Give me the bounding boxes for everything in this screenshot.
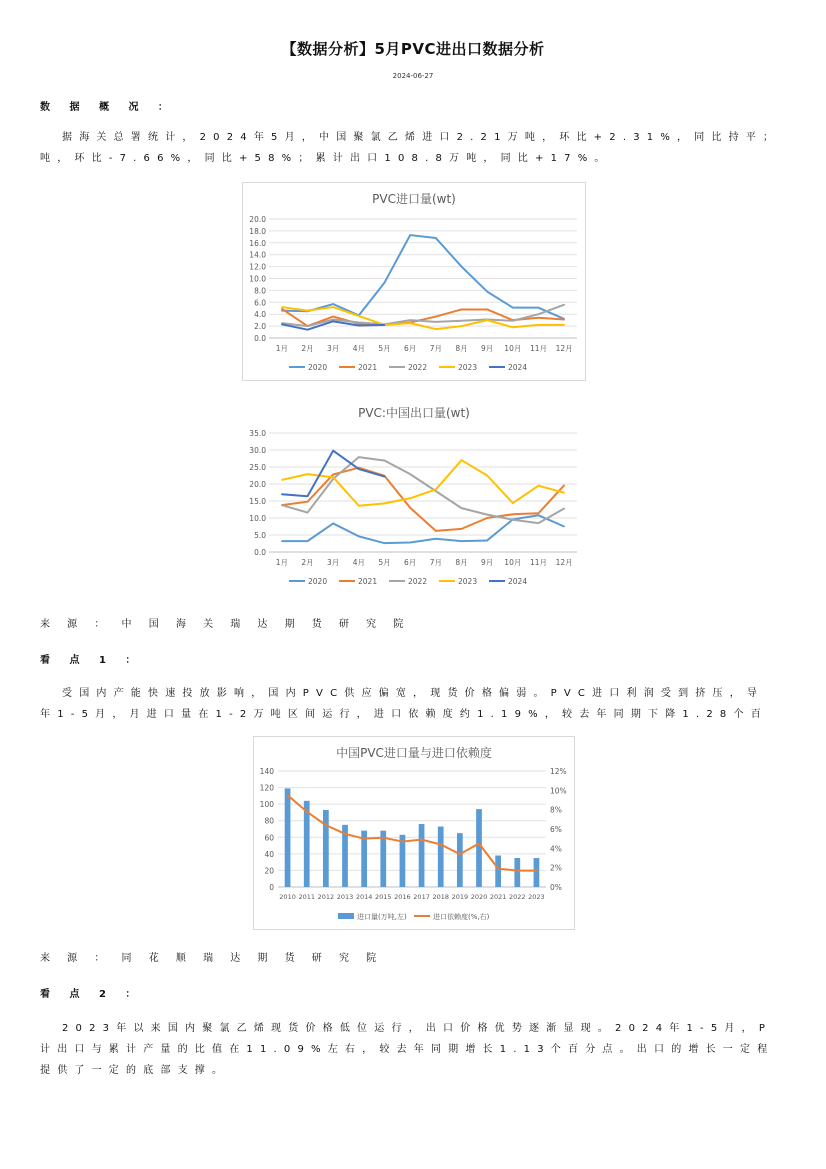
x-tick-label: 2018 <box>432 893 449 901</box>
data-point-2021 <box>563 319 565 321</box>
y-tick-label: 20.0 <box>249 480 266 489</box>
data-point-2023 <box>281 479 283 481</box>
data-point-2023 <box>307 310 309 312</box>
y-tick-label: 140 <box>259 767 274 776</box>
data-point-dependency <box>363 838 365 840</box>
data-point-2023 <box>512 502 514 504</box>
data-point-dependency <box>440 844 442 846</box>
data-point-2020 <box>512 307 514 309</box>
y-tick-label: 25.0 <box>249 463 266 472</box>
export-volume-chart <box>242 398 586 596</box>
chart-title: PVC:中国出口量(wt) <box>358 406 470 420</box>
x-tick-label: 11月 <box>529 558 548 567</box>
x-tick-label: 3月 <box>327 558 340 567</box>
x-tick-label: 2019 <box>451 893 469 901</box>
y-tick-label: 80 <box>264 816 274 826</box>
point2-heading: 看 点 2 ： <box>40 989 144 1000</box>
point2-paragraph <box>40 1018 800 1081</box>
x-tick-label: 5月 <box>378 558 391 567</box>
data-point-2021 <box>281 308 283 310</box>
x-tick-label: 6月 <box>404 344 417 353</box>
export-volume-chart-svg <box>243 399 585 595</box>
data-point-2021 <box>486 309 488 311</box>
x-tick-label: 7月 <box>429 558 442 567</box>
legend-label: 2024 <box>508 363 528 372</box>
data-point-2020 <box>409 234 411 236</box>
x-tick-label: 12月 <box>555 558 573 567</box>
legend-label: 2020 <box>308 363 328 372</box>
x-tick-label: 2021 <box>489 893 507 901</box>
data-point-2021 <box>435 316 437 318</box>
legend-swatch-bar <box>338 913 354 919</box>
data-point-2024 <box>307 495 309 497</box>
data-point-2023 <box>332 306 334 308</box>
point1-line-2: 年1-5月，月进口量在1-2万吨区间运行，进口依赖度约1.19%，较去年同期下降1.28个百 <box>40 709 768 720</box>
data-point-2023 <box>461 325 463 327</box>
data-point-2022 <box>538 522 540 524</box>
x-tick-label: 7月 <box>429 344 442 353</box>
y-tick-label: 120 <box>259 783 274 793</box>
data-point-2023 <box>486 319 488 321</box>
x-tick-label: 1月 <box>275 558 288 567</box>
data-point-2021 <box>435 530 437 532</box>
data-point-2020 <box>435 237 437 239</box>
y-tick-label: 100 <box>259 800 274 810</box>
series-line-2020 <box>282 235 564 319</box>
point1-paragraph <box>40 683 800 725</box>
data-point-2024 <box>358 468 360 470</box>
data-point-2020 <box>332 523 334 525</box>
data-point-2023 <box>512 326 514 328</box>
data-point-dependency <box>382 837 384 839</box>
data-point-dependency <box>306 811 308 813</box>
x-tick-label: 1月 <box>275 344 288 353</box>
data-point-2024 <box>332 450 334 452</box>
data-point-2021 <box>563 485 565 487</box>
data-point-2020 <box>486 540 488 542</box>
y-tick-label: 15.0 <box>249 497 266 506</box>
legend-label: 2022 <box>408 577 428 586</box>
data-point-2020 <box>461 540 463 542</box>
data-point-2023 <box>409 322 411 324</box>
data-point-2022 <box>358 322 360 324</box>
x-tick-label: 2015 <box>375 893 392 901</box>
data-point-2022 <box>486 514 488 516</box>
y2-tick-label: 10% <box>550 786 567 796</box>
x-tick-label: 2012 <box>317 893 335 901</box>
data-point-2024 <box>281 324 283 326</box>
y-tick-label: 8.0 <box>254 286 266 296</box>
x-tick-label: 10月 <box>504 558 522 567</box>
data-point-2022 <box>512 519 514 521</box>
data-point-dependency <box>497 868 499 870</box>
bar-import-volume <box>438 827 444 887</box>
data-point-2024 <box>307 329 309 331</box>
x-tick-label: 9月 <box>481 558 494 567</box>
y-tick-label: 0.0 <box>254 548 266 557</box>
data-point-2022 <box>563 304 565 306</box>
data-point-2022 <box>461 320 463 322</box>
data-point-2022 <box>435 321 437 323</box>
data-point-2022 <box>512 320 514 322</box>
point2-line-1: 2023年以来国内聚氯乙烯现货价格低位运行，出口价格优势逐渐显现。2024年1-5月，P <box>62 1023 773 1034</box>
y-tick-label: 40 <box>264 849 274 859</box>
data-point-2020 <box>486 291 488 293</box>
data-point-2023 <box>435 328 437 330</box>
x-tick-label: 2020 <box>470 893 488 901</box>
bar-import-volume <box>534 858 540 887</box>
data-point-2020 <box>281 540 283 542</box>
data-point-2022 <box>307 512 309 514</box>
x-tick-label: 3月 <box>327 344 340 353</box>
data-point-2021 <box>512 513 514 515</box>
y-tick-label: 2.0 <box>254 322 266 332</box>
data-point-2023 <box>563 324 565 326</box>
y2-tick-label: 4% <box>550 844 562 854</box>
data-point-2021 <box>409 507 411 509</box>
data-point-2020 <box>409 542 411 544</box>
data-point-dependency <box>325 824 327 826</box>
chart-title: 中国PVC进口量与进口依赖度 <box>336 746 492 760</box>
y-tick-label: 20.0 <box>249 215 266 224</box>
x-tick-label: 2月 <box>301 344 314 353</box>
data-point-2021 <box>307 501 309 503</box>
data-point-2024 <box>332 321 334 323</box>
data-point-2024 <box>384 476 386 478</box>
x-tick-label: 2022 <box>509 893 526 901</box>
overview-line-2: 吨，环比-7.66%，同比+58%；累计出口108.8万吨，同比+17%。 <box>40 153 612 164</box>
x-tick-label: 2010 <box>279 893 296 901</box>
overview-line-1: 据海关总署统计，2024年5月，中国聚氯乙烯进口2.21万吨，环比+2.31%，同比持平； <box>62 132 781 143</box>
legend-label: 2020 <box>308 577 328 586</box>
data-point-2021 <box>538 317 540 319</box>
data-point-2020 <box>435 538 437 540</box>
y-tick-label: 30.0 <box>249 446 266 455</box>
point1-heading: 看 点 1 ： <box>40 655 144 666</box>
x-tick-label: 2013 <box>336 893 354 901</box>
legend-label: 2024 <box>508 577 528 586</box>
point2-line-3: 提供了一定的底部支撑。 <box>40 1065 230 1076</box>
y-tick-label: 35.0 <box>249 429 266 438</box>
y-tick-label: 12.0 <box>249 262 266 272</box>
data-point-dependency <box>478 843 480 845</box>
data-point-2021 <box>461 528 463 530</box>
data-point-2022 <box>281 504 283 506</box>
data-point-2021 <box>332 316 334 318</box>
publish-date: 2024-06-27 <box>392 72 434 80</box>
x-tick-label: 11月 <box>529 344 548 353</box>
x-tick-label: 4月 <box>352 344 365 353</box>
data-point-2021 <box>461 309 463 311</box>
import-dependency-chart <box>253 736 575 930</box>
data-point-2023 <box>384 503 386 505</box>
legend-label: 2023 <box>458 363 478 372</box>
bar-import-volume <box>323 810 329 887</box>
y-tick-label: 10.0 <box>249 274 266 284</box>
bar-import-volume <box>457 833 463 887</box>
bar-import-volume <box>285 788 291 887</box>
y2-tick-label: 8% <box>550 805 562 815</box>
data-point-dependency <box>421 839 423 841</box>
bar-import-volume <box>419 824 425 887</box>
data-point-2020 <box>461 266 463 268</box>
data-point-dependency <box>287 794 289 796</box>
legend-label: 2023 <box>458 577 478 586</box>
data-point-2023 <box>307 473 309 475</box>
data-point-dependency <box>344 833 346 835</box>
data-point-2020 <box>384 282 386 284</box>
data-point-2024 <box>384 324 386 326</box>
y-tick-label: 16.0 <box>249 238 266 248</box>
data-point-2020 <box>384 542 386 544</box>
bar-import-volume <box>476 809 482 887</box>
data-point-2020 <box>332 303 334 305</box>
y-tick-label: 14.0 <box>249 250 266 260</box>
y2-tick-label: 2% <box>550 863 562 873</box>
data-point-2021 <box>538 512 540 514</box>
data-point-2023 <box>563 492 565 494</box>
y2-tick-label: 6% <box>550 825 562 834</box>
point2-line-2: 计出口与累计产量的比值在11.09%左右，较去年同期增长1.13个百分点。出口的增长一定程 <box>40 1044 775 1055</box>
x-tick-label: 2011 <box>298 893 315 901</box>
data-point-2024 <box>358 325 360 327</box>
document-title: 【数据分析】5月PVC进出口数据分析 <box>281 40 545 58</box>
y-tick-label: 0 <box>269 883 274 892</box>
y-tick-label: 20 <box>264 866 274 876</box>
data-point-2023 <box>358 505 360 507</box>
data-point-2024 <box>281 493 283 495</box>
x-tick-label: 2023 <box>528 893 545 901</box>
bar-import-volume <box>400 835 406 887</box>
x-tick-label: 2017 <box>413 893 430 901</box>
legend-label: 2021 <box>358 363 378 372</box>
x-tick-label: 4月 <box>352 558 365 567</box>
data-point-2020 <box>538 307 540 309</box>
data-point-2021 <box>486 517 488 519</box>
data-point-2023 <box>538 324 540 326</box>
legend-label: 进口依赖度(%,右) <box>433 913 490 921</box>
y-tick-label: 5.0 <box>254 531 266 540</box>
overview-paragraph <box>40 127 800 169</box>
data-point-2023 <box>538 485 540 487</box>
x-tick-label: 2016 <box>394 893 411 901</box>
source-note-1: 来 源 ： 中 国 海 关 瑞 达 期 货 研 究 院 <box>40 619 411 630</box>
bar-import-volume <box>495 856 501 887</box>
import-volume-chart <box>242 182 586 381</box>
import-volume-chart-svg <box>243 183 585 380</box>
data-point-2022 <box>461 507 463 509</box>
y-tick-label: 10.0 <box>249 514 266 523</box>
point1-line-1: 受国内产能快速投放影响，国内PVC供应偏宽，现货价格偏弱。PVC进口利润受到挤压，导 <box>62 688 765 699</box>
x-tick-label: 2月 <box>301 558 314 567</box>
data-point-dependency <box>459 853 461 855</box>
y-tick-label: 60 <box>264 833 274 843</box>
y-tick-label: 18.0 <box>249 226 266 236</box>
x-tick-label: 12月 <box>555 344 573 353</box>
x-tick-label: 10月 <box>504 344 522 353</box>
data-point-2022 <box>307 325 309 327</box>
y2-tick-label: 12% <box>550 767 567 776</box>
x-tick-label: 9月 <box>481 344 494 353</box>
overview-heading: 数 据 概 况 ： <box>40 102 176 113</box>
y2-tick-label: 0% <box>550 883 562 892</box>
data-point-dependency <box>536 870 538 872</box>
legend-label: 进口量(万吨,左) <box>357 913 407 921</box>
data-point-2022 <box>384 460 386 462</box>
source-note-2: 来 源 ： 同 花 顺 瑞 达 期 货 研 究 院 <box>40 953 384 964</box>
data-point-2021 <box>332 474 334 476</box>
x-tick-label: 2014 <box>355 893 373 901</box>
data-point-dependency <box>516 870 518 872</box>
data-point-2020 <box>563 526 565 528</box>
x-tick-label: 6月 <box>404 558 417 567</box>
x-tick-label: 8月 <box>455 344 468 353</box>
data-point-2022 <box>358 456 360 458</box>
y-tick-label: 0.0 <box>254 334 266 343</box>
data-point-2020 <box>307 540 309 542</box>
data-point-2022 <box>409 319 411 321</box>
data-point-2023 <box>409 497 411 499</box>
bar-import-volume <box>514 858 520 887</box>
data-point-2023 <box>461 459 463 461</box>
import-dependency-chart-svg <box>254 737 574 929</box>
data-point-2023 <box>486 475 488 477</box>
y-tick-label: 6.0 <box>254 298 266 308</box>
legend-label: 2021 <box>358 577 378 586</box>
data-point-2022 <box>563 508 565 510</box>
x-tick-label: 8月 <box>455 558 468 567</box>
data-point-2023 <box>281 306 283 308</box>
data-point-2022 <box>409 473 411 475</box>
data-point-2023 <box>435 489 437 491</box>
data-point-2023 <box>358 315 360 317</box>
x-tick-label: 5月 <box>378 344 391 353</box>
data-point-2022 <box>538 313 540 315</box>
legend-label: 2022 <box>408 363 428 372</box>
y-tick-label: 4.0 <box>254 310 266 320</box>
data-point-2022 <box>332 319 334 321</box>
data-point-2023 <box>332 476 334 478</box>
data-point-2020 <box>538 514 540 516</box>
data-point-dependency <box>402 841 404 843</box>
data-point-2020 <box>358 536 360 538</box>
chart-title: PVC进口量(wt) <box>372 192 456 206</box>
